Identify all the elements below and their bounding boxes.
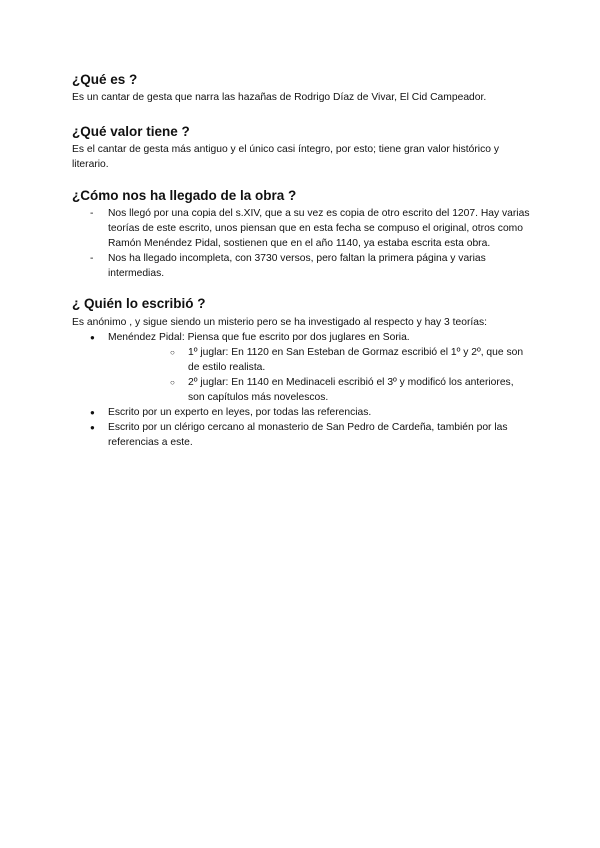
dash-list bbox=[72, 206, 532, 281]
dash-marker: - bbox=[90, 208, 94, 219]
heading-quien-lo-escribio: ¿ Quién lo escribió ? bbox=[72, 296, 206, 311]
section-como-nos-ha-llegado bbox=[72, 188, 532, 281]
section-que-valor-tiene bbox=[72, 124, 532, 172]
bullet-icon: ● bbox=[90, 423, 95, 432]
sub-list-item-text: 1º juglar: En 1120 en San Esteban de Gormaz escribió el 1º y 2º, que son de estilo realista. bbox=[188, 347, 524, 373]
heading-que-valor-tiene: ¿Qué valor tiene ? bbox=[72, 124, 190, 139]
paragraph-que-es: Es un cantar de gesta que narra las hazañas de Rodrigo Díaz de Vivar, El Cid Campeador. bbox=[72, 92, 487, 103]
list-item bbox=[72, 330, 532, 405]
section-quien-lo-escribio bbox=[72, 296, 532, 450]
sub-list bbox=[72, 345, 532, 405]
circle-bullet-icon: ○ bbox=[170, 348, 175, 357]
list-item bbox=[72, 420, 532, 450]
list-item bbox=[72, 251, 532, 281]
section-que-es bbox=[72, 72, 532, 105]
bullet-icon: ● bbox=[90, 333, 95, 342]
document-page bbox=[72, 72, 532, 450]
list-item-text: Escrito por un experto en leyes, por todas las referencias. bbox=[108, 407, 372, 418]
list-item bbox=[72, 206, 532, 251]
sub-list-item bbox=[72, 345, 532, 375]
list-item-text: Nos ha llegado incompleta, con 3730 versos, pero faltan la primera página y varias intermedias. bbox=[108, 253, 486, 279]
heading-como-nos-ha-llegado: ¿Cómo nos ha llegado de la obra ? bbox=[72, 188, 297, 203]
bullet-list bbox=[72, 330, 532, 450]
dash-marker: - bbox=[90, 253, 94, 264]
paragraph-que-valor-tiene: Es el cantar de gesta más antiguo y el único casi íntegro, por esto; tiene gran valor histórico y literario. bbox=[72, 144, 499, 170]
sub-list-item bbox=[72, 375, 532, 405]
circle-bullet-icon: ○ bbox=[170, 378, 175, 387]
list-item-text: Nos llegó por una copia del s.XIV, que a su vez es copia de otro escrito del 1207. Hay varias teorías de este escrito, unos piensan que en esta fecha se compuso el original, otros como Ramón Menéndez Pidal, sostienen que en el año 1140, ya estaba escrita esta obra. bbox=[108, 208, 530, 249]
list-item bbox=[72, 405, 532, 420]
heading-que-es: ¿Qué es ? bbox=[72, 72, 138, 87]
bullet-icon: ● bbox=[90, 408, 95, 417]
list-item-text: Escrito por un clérigo cercano al monasterio de San Pedro de Cardeña, también por las referencias a este. bbox=[108, 422, 508, 448]
paragraph-quien-lo-escribio: Es anónimo , y sigue siendo un misterio pero se ha investigado al respecto y hay 3 teorías: bbox=[72, 317, 487, 328]
sub-list-item-text: 2º juglar: En 1140 en Medinaceli escribió el 3º y modificó los anteriores, son capítulos más novelescos. bbox=[188, 377, 514, 403]
list-item-text: Menéndez Pidal: Piensa que fue escrito por dos juglares en Soria. bbox=[108, 332, 410, 343]
